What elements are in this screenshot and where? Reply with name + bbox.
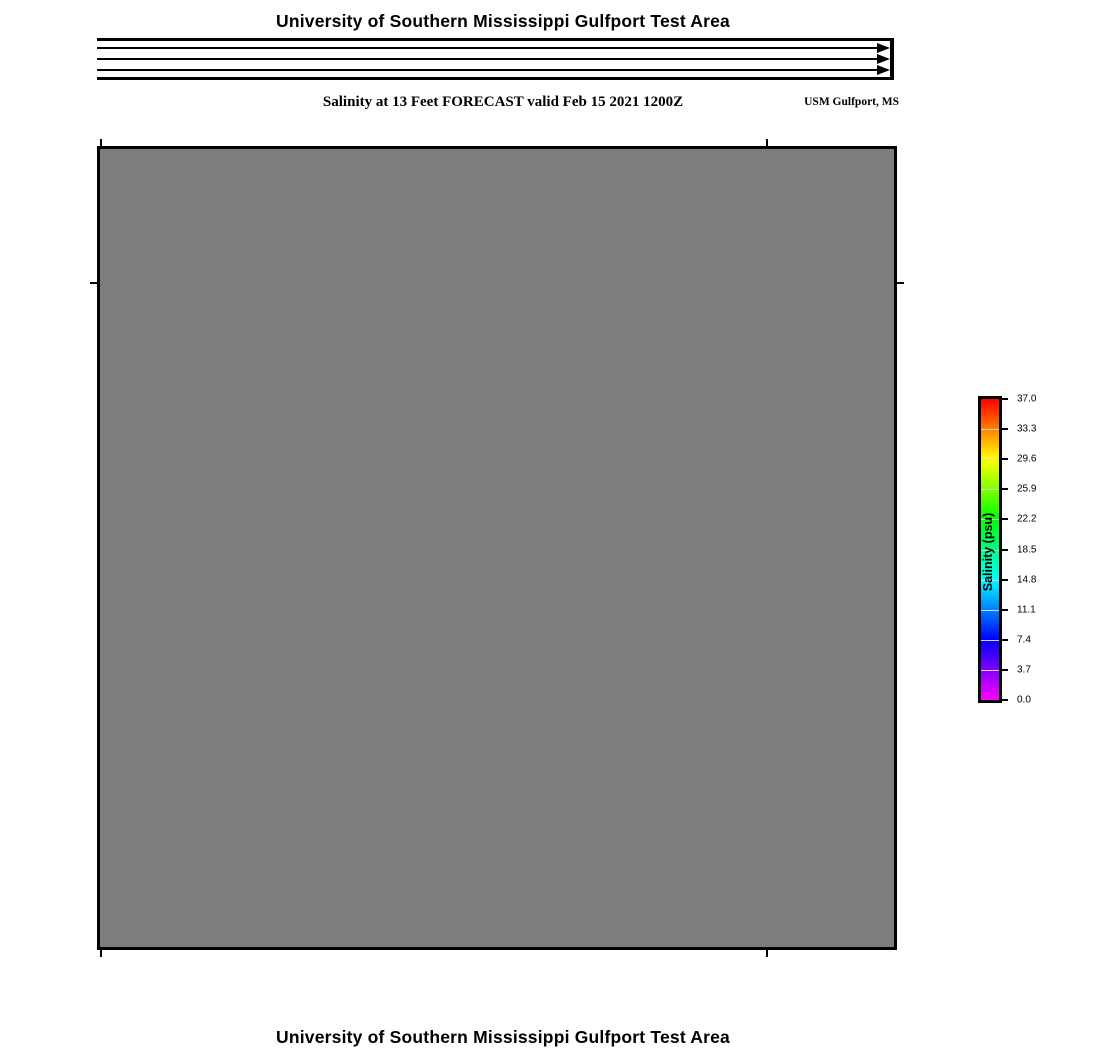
footer-title: University of Southern Mississippi Gulfport Test Area xyxy=(275,1027,730,1047)
colorbar-tick-label: 33.3 xyxy=(1017,423,1037,435)
axis-tick xyxy=(766,950,768,957)
timeline-line xyxy=(97,47,877,49)
right-arrow-icon xyxy=(877,54,890,64)
page-title: University of Southern Mississippi Gulfport Test Area xyxy=(275,11,730,31)
colorbar-axis-label: Salinity (psu) xyxy=(981,512,995,592)
colorbar-tick-label: 29.6 xyxy=(1017,453,1037,465)
colorbar-tick-label: 22.2 xyxy=(1017,513,1037,525)
colorbar-tick xyxy=(1002,398,1008,400)
colorbar-tick xyxy=(1002,579,1008,581)
colorbar-tick-label: 3.7 xyxy=(1017,664,1031,676)
colorbar-tick-label: 18.5 xyxy=(1017,544,1037,555)
colorbar-tick-label: 0.0 xyxy=(1017,694,1031,706)
plot-subtitle: Salinity at 13 Feet FORECAST valid Feb 15 2021 1200Z xyxy=(322,94,684,110)
map-plot-area xyxy=(97,146,897,950)
colorbar-tick-label: 14.8 xyxy=(1017,574,1037,586)
colorbar-tick xyxy=(1002,428,1008,430)
animation-timeline-bar[interactable] xyxy=(97,38,894,80)
colorbar-tick-label: 7.4 xyxy=(1017,634,1031,646)
axis-tick xyxy=(897,282,904,284)
axis-tick xyxy=(766,139,768,146)
colorbar-tick xyxy=(1002,699,1008,701)
colorbar-segment-divider xyxy=(981,429,999,430)
colorbar-segment-divider xyxy=(981,670,999,671)
colorbar-tick xyxy=(1002,669,1008,671)
axis-tick xyxy=(100,139,102,146)
colorbar-tick-label: 25.9 xyxy=(1017,483,1037,495)
axis-tick xyxy=(90,282,97,284)
colorbar-tick xyxy=(1002,609,1008,611)
colorbar-tick-label: 11.1 xyxy=(1017,604,1036,616)
colorbar-tick xyxy=(1002,518,1008,520)
colorbar-segment-divider xyxy=(981,459,999,460)
colorbar-tick xyxy=(1002,458,1008,460)
right-arrow-icon xyxy=(877,43,890,53)
colorbar-tick-label: 37.0 xyxy=(1017,393,1037,405)
colorbar-tick xyxy=(1002,488,1008,490)
colorbar-tick xyxy=(1002,549,1008,551)
timeline-line xyxy=(97,69,877,71)
credit-label: USM Gulfport, MS xyxy=(804,96,899,108)
colorbar-tick xyxy=(1002,639,1008,641)
colorbar-segment-divider xyxy=(981,640,999,641)
timeline-line xyxy=(97,58,877,60)
right-arrow-icon xyxy=(877,65,890,75)
axis-tick xyxy=(100,950,102,957)
